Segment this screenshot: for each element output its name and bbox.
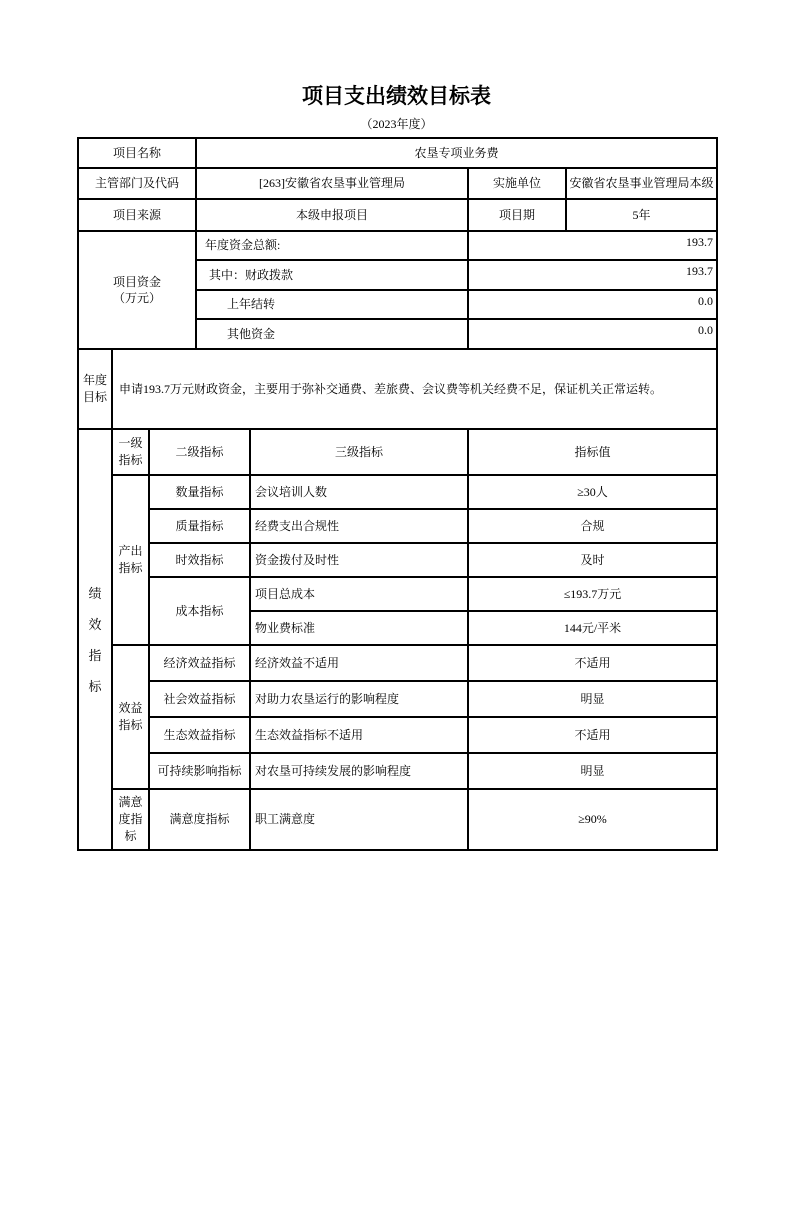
fund-other-label: 其他资金 <box>196 319 468 349</box>
benefit-group-label: 效益指标 <box>112 645 149 789</box>
header-level1: 一级指标 <box>112 429 149 475</box>
indicator-level3: 对助力农垦运行的影响程度 <box>250 681 468 717</box>
header-value: 指标值 <box>468 429 717 475</box>
output-group-label: 产出指标 <box>112 475 149 645</box>
project-period-label: 项目期 <box>468 199 566 231</box>
table-row <box>78 475 717 509</box>
indicator-level3: 物业费标准 <box>250 611 468 645</box>
table-row <box>78 138 717 168</box>
fund-total-label: 年度资金总额: <box>196 231 468 260</box>
table-row <box>78 509 717 543</box>
basic-info-table <box>77 137 718 350</box>
page-subtitle: （2023年度） <box>360 117 433 131</box>
table-row <box>78 349 717 429</box>
report-document <box>77 84 716 851</box>
project-name-label: 项目名称 <box>78 138 196 168</box>
indicator-level3: 生态效益指标不适用 <box>250 717 468 753</box>
satisfaction-group-label: 满意度指标 <box>112 789 149 850</box>
cost-group-label: 成本指标 <box>149 577 250 645</box>
indicator-level2: 可持续影响指标 <box>149 753 250 789</box>
table-row <box>78 199 717 231</box>
header-level2: 二级指标 <box>149 429 250 475</box>
table-row <box>78 231 717 260</box>
project-source-value: 本级申报项目 <box>196 199 468 231</box>
table-row <box>78 717 717 753</box>
indicators-table <box>77 428 718 851</box>
indicator-value: 及时 <box>468 543 717 577</box>
table-row <box>78 168 717 199</box>
project-source-label: 项目来源 <box>78 199 196 231</box>
annual-goal-text: 申请193.7万元财政资金，主要用于弥补交通费、差旅费、会议费等机关经费不足，保证机关正常运转。 <box>112 349 717 429</box>
indicator-value: ≥90% <box>468 789 717 850</box>
indicator-level3: 对农垦可持续发展的影响程度 <box>250 753 468 789</box>
annual-goal-label: 年度目标 <box>78 349 112 429</box>
fund-carryover-value: 0.0 <box>468 290 717 319</box>
indicator-level2: 时效指标 <box>149 543 250 577</box>
fund-total-value: 193.7 <box>468 231 717 260</box>
project-funds-label-line2: （万元） <box>112 291 161 305</box>
fund-carryover-label: 上年结转 <box>196 290 468 319</box>
fund-fiscal-value: 193.7 <box>468 260 717 290</box>
indicator-level2: 生态效益指标 <box>149 717 250 753</box>
indicator-level2: 满意度指标 <box>149 789 250 850</box>
indicator-level3: 资金拨付及时性 <box>250 543 468 577</box>
indicator-level3: 经费支出合规性 <box>250 509 468 543</box>
table-row <box>78 577 717 611</box>
project-period-value: 5年 <box>566 199 717 231</box>
indicator-level2: 数量指标 <box>149 475 250 509</box>
indicator-value: 不适用 <box>468 645 717 681</box>
implement-unit-value: 安徽省农垦事业管理局本级 <box>566 168 717 199</box>
indicator-value: ≥30人 <box>468 475 717 509</box>
indicator-value: ≤193.7万元 <box>468 577 717 611</box>
project-funds-label <box>78 231 196 349</box>
annual-goal-table <box>77 348 718 430</box>
table-row <box>78 753 717 789</box>
document-page <box>0 84 794 1206</box>
table-row <box>78 789 717 850</box>
indicator-level3: 职工满意度 <box>250 789 468 850</box>
indicator-value: 明显 <box>468 681 717 717</box>
table-row <box>78 645 717 681</box>
indicator-level3: 项目总成本 <box>250 577 468 611</box>
indicator-value: 144元/平米 <box>468 611 717 645</box>
implement-unit-label: 实施单位 <box>468 168 566 199</box>
project-name-value: 农垦专项业务费 <box>196 138 717 168</box>
header-level3: 三级指标 <box>250 429 468 475</box>
performance-indicators-side-label: 绩效指标 <box>78 429 112 850</box>
indicator-level3: 经济效益不适用 <box>250 645 468 681</box>
indicator-value: 合规 <box>468 509 717 543</box>
indicator-level2: 质量指标 <box>149 509 250 543</box>
indicator-level2: 经济效益指标 <box>149 645 250 681</box>
fund-fiscal-label: 其中：财政拨款 <box>196 260 468 290</box>
department-label: 主管部门及代码 <box>78 168 196 199</box>
indicator-level2: 社会效益指标 <box>149 681 250 717</box>
department-value: [263]安徽省农垦事业管理局 <box>196 168 468 199</box>
indicator-level3: 会议培训人数 <box>250 475 468 509</box>
indicator-value: 明显 <box>468 753 717 789</box>
indicator-value: 不适用 <box>468 717 717 753</box>
table-row <box>78 543 717 577</box>
indicators-header-row <box>78 429 717 475</box>
fund-other-value: 0.0 <box>468 319 717 349</box>
project-funds-label-line1: 项目资金 <box>112 275 161 289</box>
table-row <box>78 681 717 717</box>
page-title: 项目支出绩效目标表 <box>302 85 491 108</box>
